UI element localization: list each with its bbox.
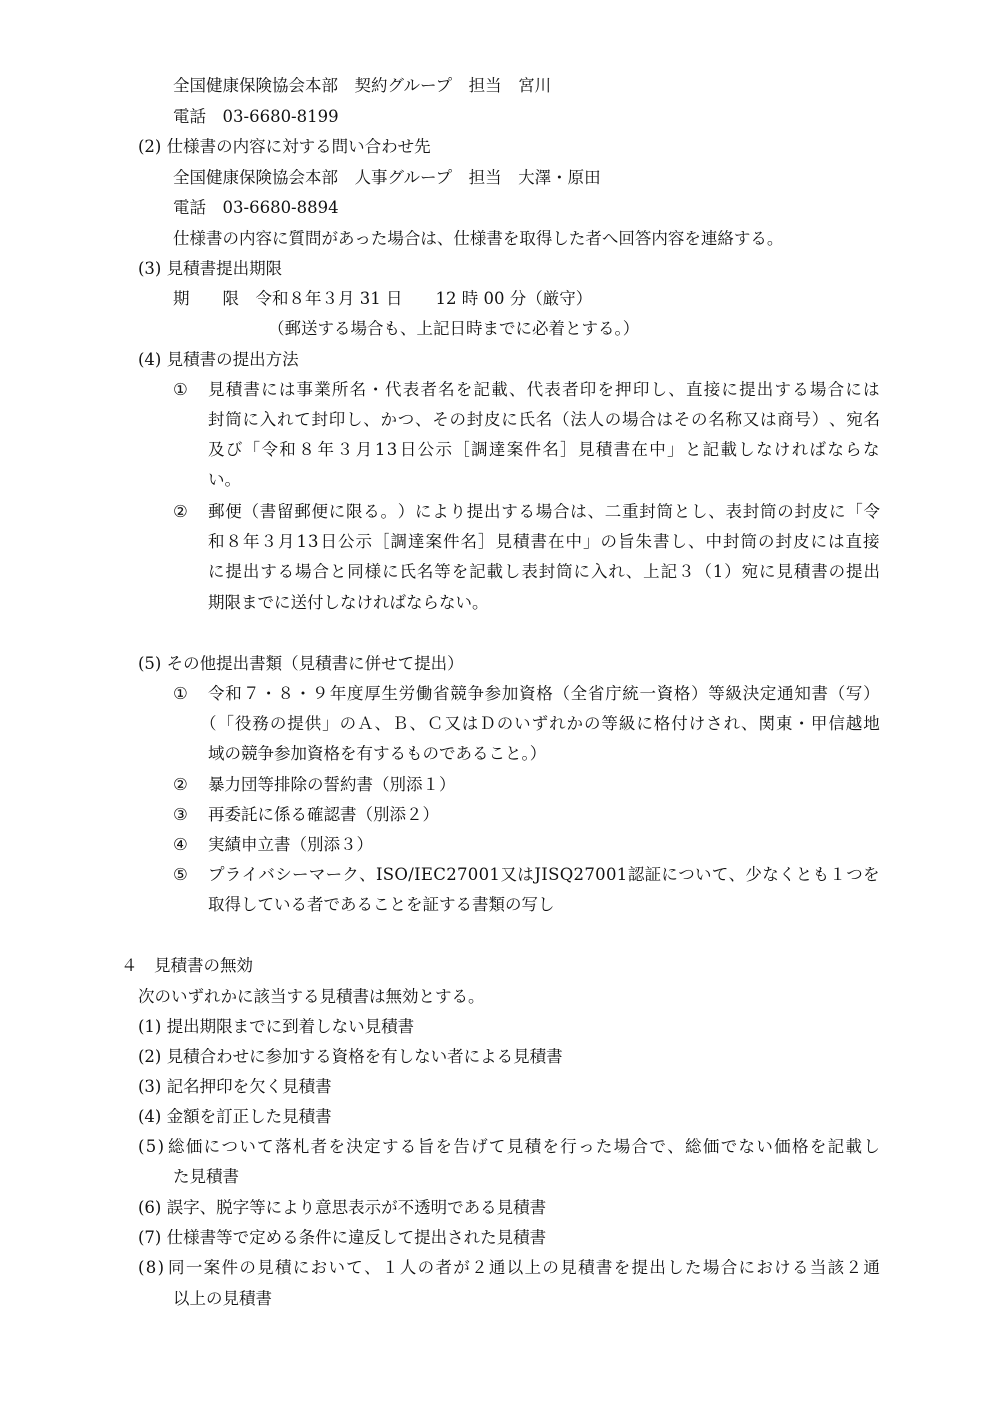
contact-phone: 電話 03-6680-8199: [173, 107, 339, 126]
list-marker: ①: [173, 684, 188, 703]
contact-phone: 電話 03-6680-8894: [173, 198, 339, 217]
list-marker: ③: [173, 805, 188, 824]
invalid-item: (1) 提出期限までに到着しない見積書: [138, 1017, 415, 1036]
contact-line: 全国健康保険協会本部 人事グループ 担当 大澤・原田: [173, 168, 601, 187]
section-4-title: ４ 見積書の無効: [121, 956, 253, 975]
deadline-date: 期 限 令和８年３月 31 日 12 時 00 分（厳守）: [173, 289, 593, 308]
invalid-item: ( 8 ) 同 一 案 件 の 見 積 に お い て 、 １ 人 の 者 が ２ 通 以 上 の 見 積 書 を 提 出 し た 場 合 に お け る 当 該 ２ 通: [138, 1258, 880, 1277]
method-item-2-line: に 提 出 す る 場 合 と 同 様 に 氏 名 等 を 記 載 し 表 封 筒 に 入 れ 、 上 記 ３ （ 1 ） 宛 に 見 積 書 の 提 出: [208, 562, 880, 581]
method-heading: (4) 見積書の提出方法: [138, 350, 299, 369]
list-marker: ①: [173, 380, 188, 399]
section-4-intro: 次のいずれかに該当する見積書は無効とする。: [138, 987, 485, 1006]
inquiry-note: 仕様書の内容に質問があった場合は、仕様書を取得した者へ回答内容を連絡する。: [173, 229, 784, 248]
other-docs-item-1-line: 令 和 ７ ・ ８ ・ ９ 年 度 厚 生 労 働 省 競 争 参 加 資 格 （ 全 省 庁 統 一 資 格 ） 等 級 決 定 通 知 書 （ 写 ）: [208, 684, 880, 703]
invalid-item: (7) 仕様書等で定める条件に違反して提出された見積書: [138, 1228, 547, 1247]
other-docs-item-3: 再委託に係る確認書（別添２）: [208, 805, 439, 824]
invalid-item: (3) 記名押印を欠く見積書: [138, 1077, 332, 1096]
inquiry-heading: (2) 仕様書の内容に対する問い合わせ先: [138, 137, 431, 156]
method-item-1-line: 見 積 書 に は 事 業 所 名 ・ 代 表 者 名 を 記 載 、 代 表 者 印 を 押 印 し 、 直 接 に 提 出 す る 場 合 に は: [208, 380, 880, 399]
other-docs-heading: (5) その他提出書類（見積書に併せて提出）: [138, 654, 464, 673]
contact-line: 全国健康保険協会本部 契約グループ 担当 宮川: [173, 76, 552, 95]
method-item-1-line: 封 筒 に 入 れ て 封 印 し 、 か つ 、 そ の 封 皮 に 氏 名 （ 法 人 の 場 合 は そ の 名 称 又 は 商 号 ） 、 宛 名: [208, 410, 880, 429]
other-docs-item-5-line: 取得している者であることを証する書類の写し: [208, 895, 555, 914]
other-docs-item-4: 実績申立書（別添３）: [208, 835, 373, 854]
invalid-item: ( 5 ) 総 価 に つ い て 落 札 者 を 決 定 す る 旨 を 告 げ て 見 積 を 行 っ た 場 合 で 、 総 価 で な い 価 格 を 記 載 し: [138, 1137, 880, 1156]
invalid-item-continued: 以上の見積書: [173, 1289, 272, 1308]
list-marker: ②: [173, 775, 188, 794]
method-item-1-line: 及 び 「 令 和 ８ 年 ３ 月 1 3 日 公 示 ［ 調 達 案 件 名 ］ 見 積 書 在 中 」 と 記 載 し な け れ ば な ら な: [208, 440, 880, 459]
other-docs-item-1-line: （ 「 役 務 の 提 供 」 の Ａ 、 Ｂ 、 Ｃ 又 は Ｄ の い ず れ か の 等 級 に 格 付 け さ れ 、 関 東 ・ 甲 信 越 地: [200, 714, 880, 733]
invalid-item: (4) 金額を訂正した見積書: [138, 1107, 332, 1126]
other-docs-item-2: 暴力団等排除の誓約書（別添１）: [208, 775, 456, 794]
invalid-item: (2) 見積合わせに参加する資格を有しない者による見積書: [138, 1047, 563, 1066]
invalid-item-continued: た見積書: [173, 1167, 239, 1186]
method-item-1-line: い。: [208, 470, 241, 489]
list-marker: ④: [173, 835, 188, 854]
deadline-note: （郵送する場合も、上記日時までに必着とする。）: [268, 319, 640, 338]
list-marker: ②: [173, 502, 188, 521]
method-item-2-line: 期限までに送付しなければならない。: [208, 593, 489, 612]
other-docs-item-5-line: プ ラ イ バ シ ー マ ー ク 、 I S O / I E C 2 7 0 0 1 又 は J I S Q 2 7 0 0 1 認 証 に つ い て 、 少 な く と も １ つ を: [208, 865, 880, 884]
deadline-heading: (3) 見積書提出期限: [138, 259, 283, 278]
method-item-2-line: 郵 便 （ 書 留 郵 便 に 限 る 。 ） に よ り 提 出 す る 場 合 は 、 二 重 封 筒 と し 、 表 封 筒 の 封 皮 に 「 令: [208, 502, 880, 521]
method-item-2-line: 和 ８ 年 ３ 月 1 3 日 公 示 ［ 調 達 案 件 名 ］ 見 積 書 在 中 」 の 旨 朱 書 し 、 中 封 筒 の 封 皮 に は 直 接: [208, 532, 880, 551]
list-marker: ⑤: [173, 865, 188, 884]
other-docs-item-1-line: 域の競争参加資格を有するものであること。）: [208, 744, 547, 763]
invalid-item: (6) 誤字、脱字等により意思表示が不透明である見積書: [138, 1198, 547, 1217]
